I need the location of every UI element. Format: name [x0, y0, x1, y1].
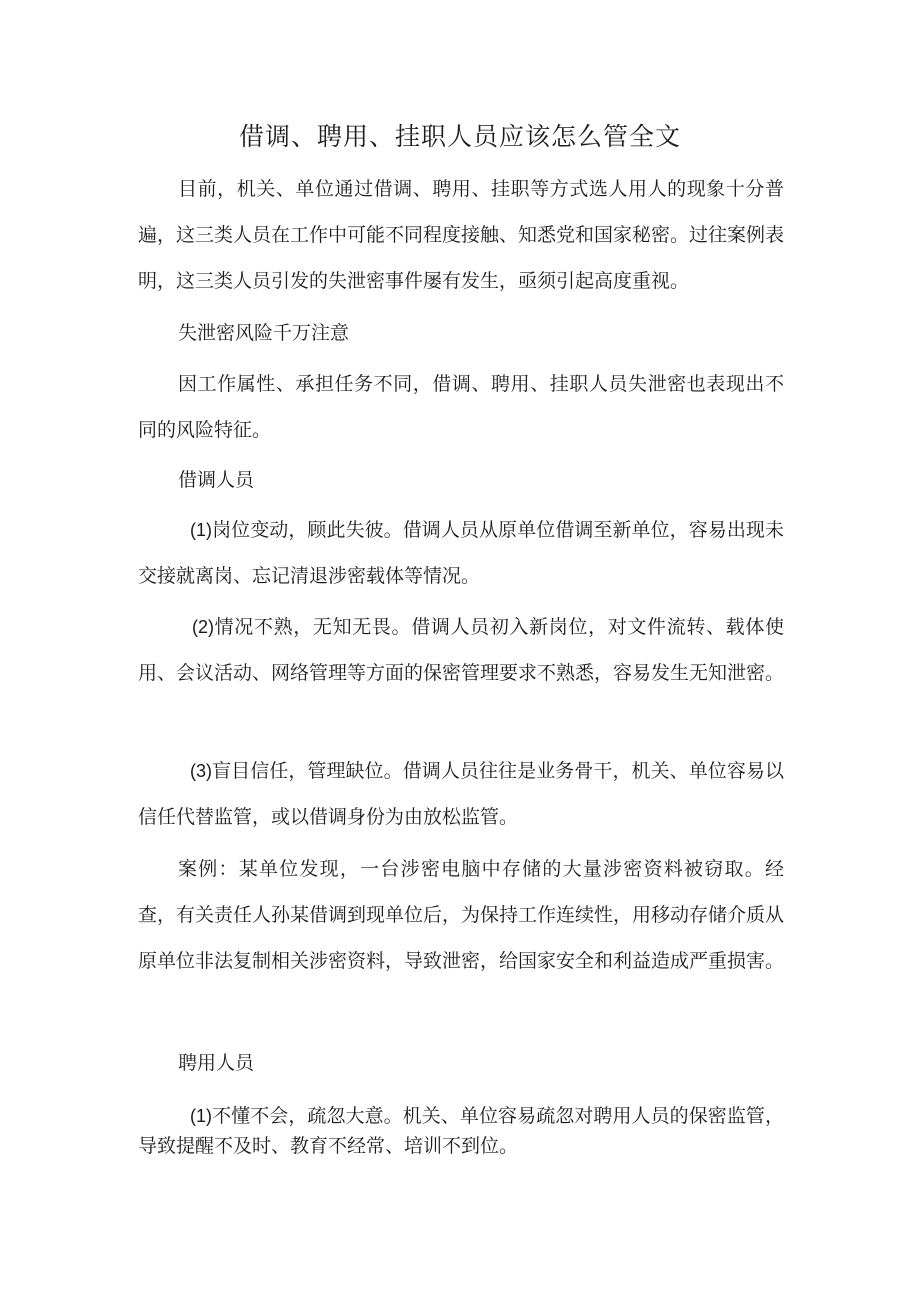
item-number: (1)	[190, 1106, 212, 1126]
section-heading-hired	[138, 1040, 784, 1086]
list-item-hired-1	[138, 1101, 784, 1161]
section-heading-seconded	[138, 457, 784, 503]
list-item-seconded-1	[138, 507, 784, 599]
heading-text: 借调人员	[178, 469, 255, 491]
paragraph-risk-intro	[138, 361, 784, 453]
paragraph-text: 情况不熟，无知无畏。借调人员初入新岗位，对文件流转、载体使用、会议活动、网络管理等方面的保密管理要求不熟悉，容易发生无知泄密。	[138, 616, 785, 684]
heading-text: 失泄密风险千万注意	[178, 322, 350, 344]
paragraph-intro	[138, 166, 784, 304]
paragraph-text: 岗位变动，顾此失彼。借调人员从原单位借调至新单位，容易出现未交接就离岗、忘记清退涉密载体等情况。	[138, 519, 784, 587]
paragraph-text: 目前，机关、单位通过借调、聘用、挂职等方式选人用人的现象十分普遍，这三类人员在工作中可能不同程度接触、知悉党和国家秘密。过往案例表明，这三类人员引发的失泄密事件屡有发生，亟须引起高度重视。	[138, 178, 785, 292]
paragraph-case	[138, 846, 784, 984]
item-number: (1)	[190, 520, 212, 540]
heading-text: 聘用人员	[178, 1052, 255, 1074]
list-item-seconded-2	[138, 604, 784, 696]
list-item-seconded-3	[138, 748, 784, 840]
paragraph-text: 盲目信任，管理缺位。借调人员往往是业务骨干，机关、单位容易以信任代替监管，或以借调身份为由放松监管。	[138, 760, 784, 828]
item-number: (2)	[192, 617, 214, 637]
document-title: 借调、聘用、挂职人员应该怎么管全文	[238, 122, 681, 151]
paragraph-text: 因工作属性、承担任务不同，借调、聘用、挂职人员失泄密也表现出不同的风险特征。	[138, 373, 784, 441]
section-heading-risk	[138, 310, 784, 356]
paragraph-text: 不懂不会，疏忽大意。机关、单位容易疏忽对聘用人员的保密监管，导致提醒不及时、教育不经常、培训不到位。	[138, 1105, 784, 1157]
item-number: (3)	[190, 761, 212, 781]
paragraph-text: 案例：某单位发现，一台涉密电脑中存储的大量涉密资料被窃取。经查，有关责任人孙某借调到现单位后，为保持工作连续性，用移动存储介质从原单位非法复制相关涉密资料，导致泄密，给国家安全和利益造成严重损害。	[138, 858, 785, 972]
